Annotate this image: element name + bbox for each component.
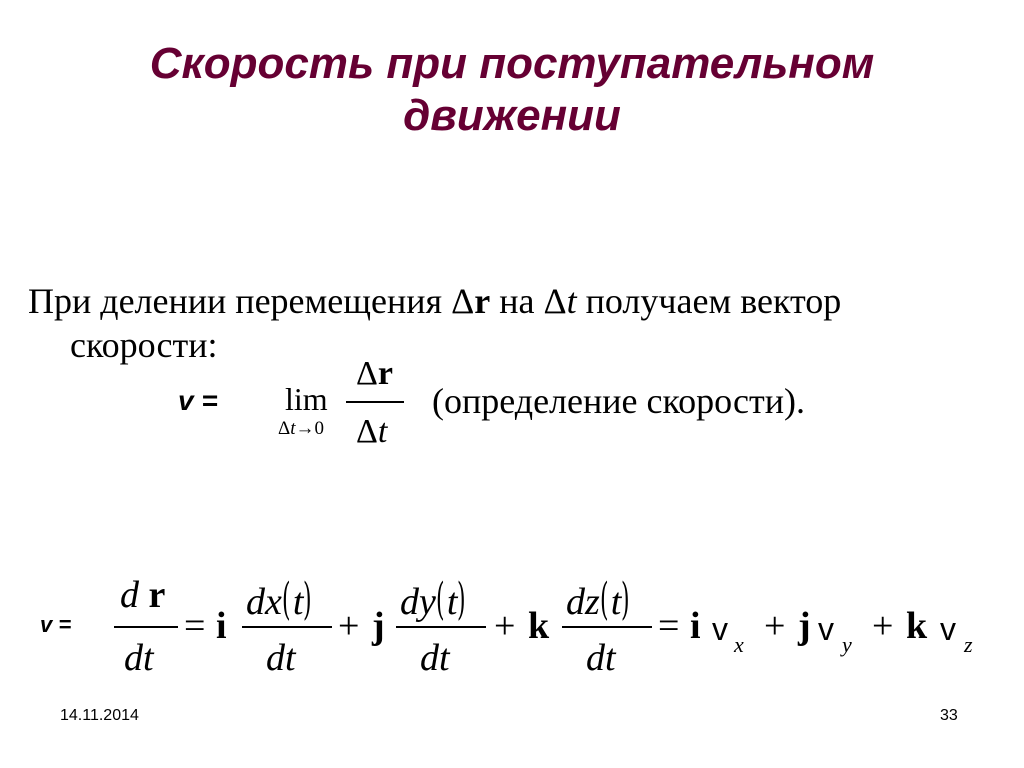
variable-t: t: [446, 581, 458, 623]
slide-title-line2: движении: [403, 91, 621, 140]
right-paren: ): [457, 574, 467, 625]
vector-r: r: [377, 355, 393, 392]
equals-sign: =: [184, 605, 206, 647]
formula1-lim: lim: [285, 381, 328, 417]
formula1-note: (определение скорости).: [432, 381, 806, 421]
fraction2-denominator: dt: [420, 637, 450, 679]
subscript-y: y: [842, 632, 852, 657]
fraction1-denominator: dt: [266, 637, 296, 679]
unit-vector-k: k: [528, 605, 550, 647]
variable-t: t: [292, 581, 304, 623]
function-dx: dx: [246, 581, 282, 623]
body-text-2: на: [490, 281, 544, 321]
variable-t: t: [290, 418, 296, 439]
right-paren: ): [303, 574, 313, 625]
zero: 0: [314, 418, 324, 439]
body-line1: [28, 280, 841, 322]
vector-r: r: [474, 281, 491, 321]
unit-vector-i: i: [216, 605, 227, 647]
formula2-lhs: v =: [40, 612, 72, 637]
body-text-3: получаем вектор: [576, 281, 842, 321]
plus-sign: +: [764, 605, 786, 647]
delta-symbol: Δ: [278, 418, 291, 439]
delta-symbol: Δ: [543, 281, 567, 321]
fraction0-bar: [114, 626, 178, 628]
fraction1-numerator: [246, 570, 314, 630]
fraction3-denominator: dt: [586, 637, 616, 679]
delta-symbol: Δ: [356, 413, 378, 450]
formula1-numerator: [356, 354, 393, 394]
equals-sign: =: [658, 605, 680, 647]
fraction2-bar: [396, 626, 486, 628]
plus-sign: +: [872, 605, 894, 647]
left-paren: (: [281, 574, 291, 625]
variable-t: t: [566, 281, 577, 321]
variable-t: t: [377, 413, 388, 450]
left-paren: (: [435, 574, 445, 625]
left-paren: (: [599, 574, 609, 625]
fraction3-numerator: [566, 570, 632, 630]
footer-page-number: 33: [940, 707, 958, 724]
footer-date: 14.11.2014: [60, 707, 139, 724]
delta-symbol: Δ: [356, 355, 378, 392]
vector-r: r: [148, 574, 166, 616]
fraction0-denominator: dt: [124, 637, 154, 679]
delta-symbol: Δ: [451, 281, 475, 321]
formula1-lim-subscript: [278, 418, 324, 440]
function-dz: dz: [566, 581, 600, 623]
fraction1-bar: [242, 626, 332, 628]
subscript-z: z: [964, 632, 973, 657]
plus-sign: +: [494, 605, 516, 647]
body-text-1: При делении перемещения: [28, 281, 452, 321]
formula1-denominator: [356, 412, 387, 452]
right-paren: ): [621, 574, 630, 625]
plus-sign: +: [338, 605, 360, 647]
fraction2-numerator: [400, 570, 468, 630]
velocity-y: v: [818, 611, 834, 647]
subscript-x: x: [734, 632, 744, 657]
slide-title-line1: Скорость при поступательном: [149, 39, 875, 88]
velocity-x: v: [712, 611, 728, 647]
unit-vector-j: j: [372, 605, 385, 647]
formula1-fraction-bar: [346, 401, 404, 403]
fraction3-bar: [562, 626, 652, 628]
velocity-z: v: [940, 611, 956, 647]
differential-d: d: [120, 574, 139, 616]
arrow-symbol: →: [295, 418, 315, 439]
formula1-lhs: v =: [178, 385, 218, 416]
body-line2: скорости:: [70, 325, 218, 365]
fraction0-numerator: [120, 573, 165, 617]
function-dy: dy: [400, 581, 436, 623]
variable-t: t: [610, 581, 622, 623]
unit-vector-j: j: [798, 605, 811, 647]
unit-vector-i: i: [690, 605, 701, 647]
unit-vector-k: k: [906, 605, 928, 647]
